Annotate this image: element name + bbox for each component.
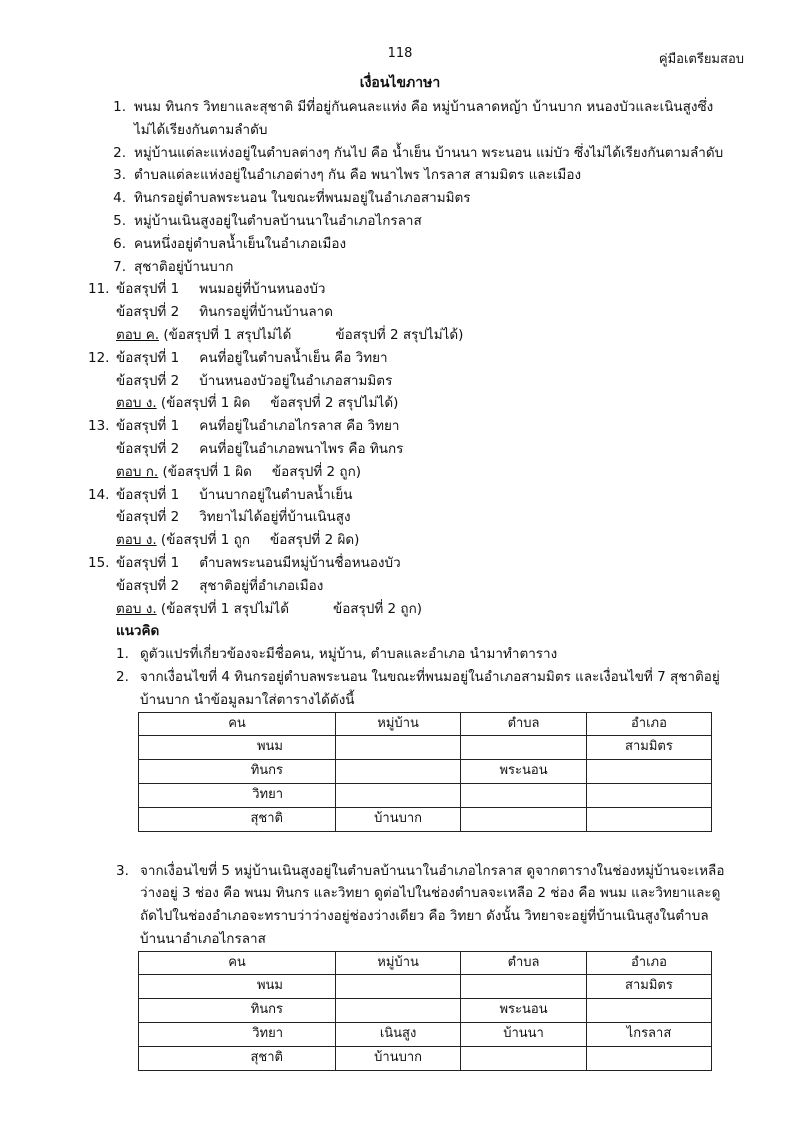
table-initial [138,712,712,832]
question-item: 11. ข้อสรุปที่ 1 พนมอยู่ที่บ้านหนองบัว ข้อสรุปที่ 2 ทินกรอยู่ที่บ้านบ้านลาด ตอบ ค. (ข้อสรุปที่ 1 สรุปไม่ได้ ข้อสรุปที่ 2 สรุปไม่ได้) [88,281,464,343]
table-row: ทินกร พระนอน [139,760,712,784]
condition-item: 2. หมู่บ้านแต่ละแห่งอยู่ในตำบลต่างๆ กันไป คือ น้ำเย็น บ้านนา พระนอน แม่บัว ซึ่งไม่ได้เรียงกันตามลำดับ [113,144,724,161]
table-row: สุชาติ บ้านบาก [139,807,712,831]
table-row: สุชาติ บ้านบาก [139,1046,712,1070]
table-row: พนม สามมิตร [139,736,712,760]
condition-item: 6. คนหนึ่งอยู่ตำบลน้ำเย็นในอำเภอเมือง [113,235,347,252]
answer-label: ตอบ ค. [116,326,160,343]
table-header-row: คน หมู่บ้าน ตำบล อำเภอ [139,951,712,975]
page-number: 118 [387,46,413,61]
approach-step: 2. จากเงื่อนไขที่ 4 ทินกรอยู่ตำบลพระนอน ในขณะที่พนมอยู่ในอำเภอสามมิตร และเงื่อนไขที่ 7 สุชาติอยู่บ้านบาก นำข้อมูลมาใส่ตารางได้ดังนี้ [116,668,720,708]
table-row: วิทยา เนินสูง บ้านนา ไกรลาส [139,1023,712,1047]
condition-item: 7. สุชาติอยู่บ้านบาก [113,258,234,275]
question-item: 15. ข้อสรุปที่ 1 ตำบลพระนอนมีหมู่บ้านชื่อหนองบัว ข้อสรุปที่ 2 สุชาติอยู่ที่อำเภอเมือง ตอบ ง. (ข้อสรุปที่ 1 สรุปไม่ได้ ข้อสรุปที่ 2 ถูก) [88,554,423,617]
table-row: ทินกร พระนอน [139,999,712,1023]
book-title: คู่มือเตรียมสอบ [658,52,744,67]
condition-item: 3. ตำบลแต่ละแห่งอยู่ในอำเภอต่างๆ กัน คือ พนาไพร ไกรลาส สามมิตร และเมือง [113,167,582,184]
table-updated [138,951,712,1071]
answer-label: ตอบ ง. [116,600,157,617]
page-content [88,96,728,1071]
condition-item: 1. พนม ทินกร วิทยาและสุชาติ มีที่อยู่กันคนละแห่ง คือ หมู่บ้านลาดหญ้า บ้านบาก หนองบัวและเนินสูงซึ่งไม่ได้เรียงกันตามลำดับ [113,99,714,138]
answer-label: ตอบ ง. [116,395,157,412]
approach-step: 1. ดูตัวแปรที่เกี่ยวข้องจะมีชื่อคน, หมู่บ้าน, ตำบลและอำเภอ นำมาทำตาราง [116,646,558,663]
approach-step: 3. จากเงื่อนไขที่ 5 หมู่บ้านเนินสูงอยู่ในตำบลบ้านนาในอำเภอไกรลาส ดูจากตารางในช่องหมู่บ้านจะเหลือว่างอยู่ 3 ช่อง คือ พนม ทินกร และวิทยา ดูต่อไปในช่องตำบลจะเหลือ 2 ช่อง คือ พนม และวิทยาและดูถัดไปในช่องอำเภอจะทราบว่าว่างอยู่ช่องว่างเดียว คือ วิทยา ดังนั้น วิทยาจะอยู่ที่บ้านเนินสูงในตำบลบ้านนาอำเภอไกรลาส [116,862,725,947]
conditions-list [88,96,728,278]
table-row: พนม สามมิตร [139,975,712,999]
answer-label: ตอบ ก. [116,463,159,480]
table-row: วิทยา [139,783,712,807]
question-item: 13. ข้อสรุปที่ 1 คนที่อยู่ในอำเภอไกรลาส คือ วิทยา ข้อสรุปที่ 2 คนที่อยู่ในอำเภอพนาไพร คือ ทินกร ตอบ ก. (ข้อสรุปที่ 1 ผิด ข้อสรุปที่ 2 ถูก) [88,418,404,480]
question-item: 14. ข้อสรุปที่ 1 บ้านบากอยู่ในตำบลน้ำเย็น ข้อสรุปที่ 2 วิทยาไม่ได้อยู่ที่บ้านเนินสูง ตอบ ง. (ข้อสรุปที่ 1 ถูก ข้อสรุปที่ 2 ผิด) [88,486,360,549]
questions-list [88,278,728,620]
question-item: 12. ข้อสรุปที่ 1 คนที่อยู่ในตำบลน้ำเย็น คือ วิทยา ข้อสรุปที่ 2 บ้านหนองบัวอยู่ในอำเภอสามมิตร ตอบ ง. (ข้อสรุปที่ 1 ผิด ข้อสรุปที่ 2 สรุปไม่ได้) [88,349,399,412]
condition-item: 4. ทินกรอยู่ตำบลพระนอน ในขณะที่พนมอยู่ในอำเภอสามมิตร [113,190,471,207]
answer-label: ตอบ ง. [116,532,157,549]
approach-heading: แนวคิด [116,623,160,640]
section-title: เงื่อนไขภาษา [359,75,441,91]
condition-item: 5. หมู่บ้านเนินสูงอยู่ในตำบลบ้านนาในอำเภอไกรลาส [113,212,422,229]
table-header-row: คน หมู่บ้าน ตำบล อำเภอ [139,712,712,736]
